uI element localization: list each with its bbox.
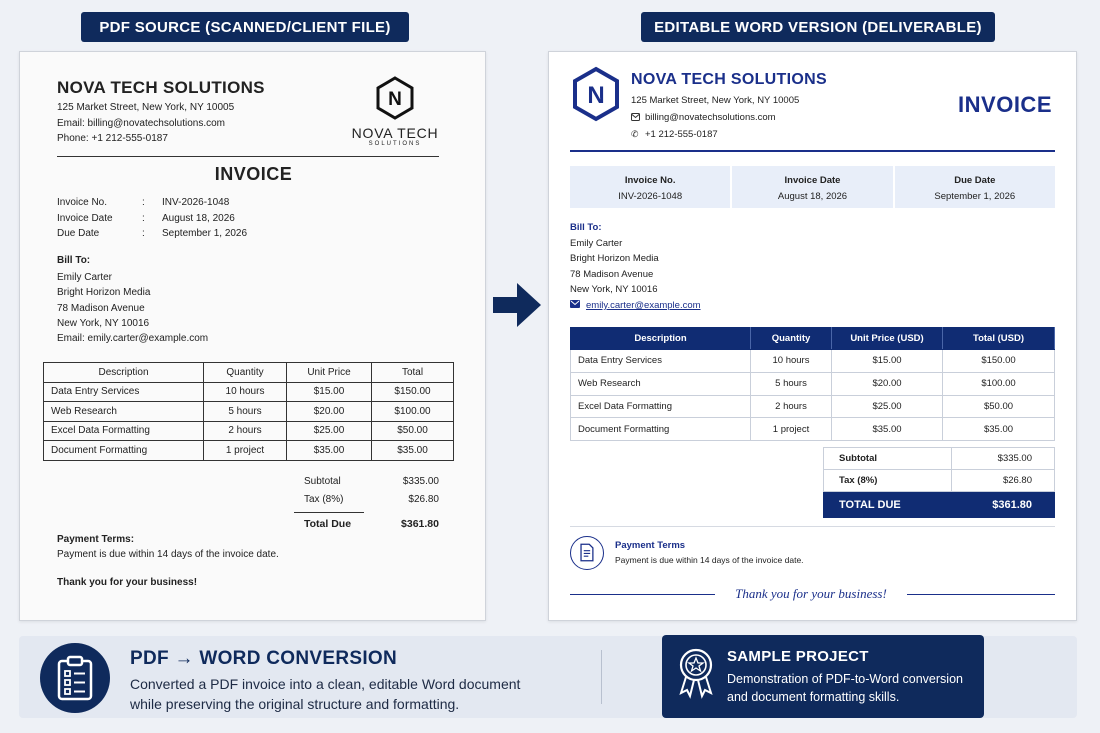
doc-address-text: 125 Market Street, New York, NY 10005 bbox=[631, 95, 800, 106]
pdf-bill-email: Email: emily.carter@example.com bbox=[57, 333, 209, 345]
pdf-cell: Data Entry Services bbox=[44, 382, 204, 402]
doc-meta-key: Invoice No. bbox=[624, 175, 676, 186]
pdf-company-email: Email: billing@novatechsolutions.com bbox=[57, 118, 226, 129]
doc-cell: Excel Data Formatting bbox=[571, 395, 751, 418]
pdf-header-rule bbox=[57, 156, 439, 157]
doc-payment-terms bbox=[615, 539, 804, 567]
right-arrow-icon bbox=[493, 283, 541, 327]
pdf-meta-value: August 18, 2026 bbox=[162, 212, 235, 224]
pdf-terms-label: Payment Terms: bbox=[57, 534, 135, 545]
doc-subtotal-label: Subtotal bbox=[824, 448, 952, 470]
doc-cell: 5 hours bbox=[751, 372, 832, 395]
pdf-tax-value: $26.80 bbox=[408, 493, 439, 505]
doc-company-name: NOVA TECH SOLUTIONS bbox=[631, 71, 827, 88]
doc-cell: 10 hours bbox=[751, 350, 832, 373]
clipboard-checklist-icon bbox=[40, 643, 110, 713]
pdf-cell: Document Formatting bbox=[44, 441, 204, 461]
doc-line-items-table bbox=[570, 327, 1055, 441]
pdf-meta-row bbox=[57, 195, 247, 211]
sample-line: and document formatting skills. bbox=[727, 690, 900, 704]
pdf-totals-divider bbox=[294, 512, 364, 513]
doc-bill-to bbox=[570, 220, 701, 314]
banner-title: PDF → WORD CONVERSION bbox=[130, 648, 398, 669]
banner-line: Converted a PDF invoice into a clean, editable Word document bbox=[130, 676, 521, 692]
doc-bill-company: Bright Horizon Media bbox=[570, 253, 659, 265]
pdf-cell: $25.00 bbox=[287, 421, 372, 441]
pdf-total-due-value: $361.80 bbox=[401, 517, 439, 530]
doc-meta-value: September 1, 2026 bbox=[934, 191, 1016, 202]
doc-bill-to-label: Bill To: bbox=[570, 222, 602, 233]
banner-divider bbox=[601, 650, 602, 704]
pdf-total-due-row bbox=[304, 515, 439, 533]
pdf-meta-key: Invoice No. bbox=[57, 197, 108, 209]
table-row bbox=[571, 350, 1055, 373]
pdf-cell: 10 hours bbox=[204, 382, 287, 402]
pdf-meta-value: September 1, 2026 bbox=[162, 228, 248, 240]
doc-cell: $15.00 bbox=[832, 350, 943, 373]
pdf-col-header: Description bbox=[44, 363, 204, 383]
table-row bbox=[44, 382, 454, 402]
pdf-cell: $50.00 bbox=[372, 421, 454, 441]
doc-meta-key: Due Date bbox=[954, 175, 996, 186]
pdf-bill-city: New York, NY 10016 bbox=[57, 317, 150, 329]
pdf-bill-to bbox=[57, 253, 208, 346]
doc-subtotal-value: $335.00 bbox=[951, 448, 1054, 470]
pdf-cell: Excel Data Formatting bbox=[44, 421, 204, 441]
doc-bill-city: New York, NY 10016 bbox=[570, 284, 658, 296]
pdf-terms-text: Payment is due within 14 days of the invoice date. bbox=[57, 549, 279, 560]
pdf-thanks: Thank you for your business! bbox=[57, 577, 198, 588]
pdf-totals bbox=[304, 473, 439, 533]
doc-total-due-value: $361.80 bbox=[951, 492, 1054, 518]
doc-thanks-rule bbox=[570, 594, 715, 595]
doc-col-header: Description bbox=[571, 328, 751, 350]
pdf-source-label: PDF SOURCE (SCANNED/CLIENT FILE) bbox=[81, 12, 409, 42]
doc-company-email bbox=[631, 112, 776, 123]
pdf-company-address: 125 Market Street, New York, NY 10005 bbox=[57, 102, 235, 113]
doc-col-header: Unit Price (USD) bbox=[832, 328, 943, 350]
doc-email-text: billing@novatechsolutions.com bbox=[645, 112, 776, 123]
doc-cell: Web Research bbox=[571, 372, 751, 395]
pdf-source-page bbox=[19, 51, 486, 621]
table-row bbox=[571, 395, 1055, 418]
doc-thanks: Thank you for your business! bbox=[735, 586, 887, 601]
doc-phone-text: +1 212-555-0187 bbox=[645, 129, 718, 140]
hexagon-n-logo-icon bbox=[375, 76, 415, 120]
doc-company-address bbox=[631, 95, 799, 106]
doc-cell: $150.00 bbox=[943, 350, 1055, 373]
pdf-payment-terms bbox=[57, 532, 279, 562]
award-ribbon-icon bbox=[676, 647, 716, 699]
doc-invoice-title: INVOICE bbox=[958, 92, 1052, 117]
pdf-logo-sub: SOLUTIONS bbox=[368, 141, 422, 147]
phone-icon: ✆ bbox=[631, 129, 639, 139]
sample-project-description bbox=[727, 670, 977, 706]
doc-col-header: Quantity bbox=[751, 328, 832, 350]
pdf-col-header: Unit Price bbox=[287, 363, 372, 383]
pdf-logo bbox=[350, 76, 440, 147]
table-row bbox=[44, 441, 454, 461]
pdf-subtotal-value: $335.00 bbox=[402, 476, 439, 488]
pdf-invoice-title: INVOICE bbox=[214, 164, 293, 184]
hexagon-n-logo-icon bbox=[571, 66, 621, 122]
pdf-bill-company: Bright Horizon Media bbox=[57, 287, 151, 299]
doc-tax-row bbox=[824, 470, 1055, 492]
envelope-icon bbox=[631, 113, 645, 123]
doc-meta-due-date bbox=[895, 166, 1055, 208]
sample-line: Demonstration of PDF-to-Word conversion bbox=[727, 672, 963, 686]
doc-meta-value: August 18, 2026 bbox=[777, 191, 848, 202]
doc-meta-invoice-no bbox=[570, 166, 730, 208]
pdf-cell: 5 hours bbox=[204, 402, 287, 422]
doc-meta-key: Invoice Date bbox=[784, 175, 841, 186]
pdf-bill-name: Emily Carter bbox=[57, 272, 113, 284]
doc-header-rule bbox=[570, 150, 1055, 152]
word-deliverable-page bbox=[548, 51, 1077, 621]
pdf-meta-key: Due Date bbox=[57, 228, 100, 240]
pdf-company-name: NOVA TECH SOLUTIONS bbox=[57, 78, 265, 97]
doc-company-phone bbox=[631, 129, 718, 140]
doc-cell: $100.00 bbox=[943, 372, 1055, 395]
pdf-cell: $35.00 bbox=[372, 441, 454, 461]
doc-terms-divider bbox=[570, 526, 1055, 527]
banner-description bbox=[130, 674, 560, 714]
doc-meta-invoice-date bbox=[732, 166, 892, 208]
pdf-bill-to-label: Bill To: bbox=[57, 255, 91, 266]
pdf-table-header-row bbox=[44, 363, 454, 383]
pdf-bill-street: 78 Madison Avenue bbox=[57, 302, 145, 314]
doc-terms-text: Payment is due within 14 days of the invoice date. bbox=[615, 555, 804, 565]
doc-bill-email-line bbox=[570, 298, 701, 314]
doc-logo-letter: N bbox=[587, 82, 605, 109]
sample-project-box bbox=[662, 635, 984, 718]
doc-cell: $25.00 bbox=[832, 395, 943, 418]
doc-cell: $20.00 bbox=[832, 372, 943, 395]
pdf-meta-key: Invoice Date bbox=[57, 212, 113, 224]
pdf-cell: 1 project bbox=[204, 441, 287, 461]
pdf-subtotal-label: Subtotal bbox=[304, 476, 341, 488]
doc-cell: 2 hours bbox=[751, 395, 832, 418]
word-version-label: EDITABLE WORD VERSION (DELIVERABLE) bbox=[641, 12, 995, 42]
doc-cell: $50.00 bbox=[943, 395, 1055, 418]
pdf-tax-row bbox=[304, 491, 439, 509]
pdf-cell: 2 hours bbox=[204, 421, 287, 441]
pdf-col-header: Total bbox=[372, 363, 454, 383]
doc-bill-name: Emily Carter bbox=[570, 237, 623, 249]
pdf-invoice-meta bbox=[57, 195, 247, 242]
doc-cell: $35.00 bbox=[832, 418, 943, 441]
pdf-cell: $20.00 bbox=[287, 402, 372, 422]
pdf-cell: $35.00 bbox=[287, 441, 372, 461]
pdf-cell: $15.00 bbox=[287, 382, 372, 402]
doc-cell: 1 project bbox=[751, 418, 832, 441]
pdf-company-phone: Phone: +1 212-555-0187 bbox=[57, 133, 168, 144]
pdf-cell: Web Research bbox=[44, 402, 204, 422]
envelope-icon bbox=[570, 298, 586, 314]
table-row bbox=[44, 421, 454, 441]
doc-cell: Document Formatting bbox=[571, 418, 751, 441]
pdf-total-due-label: Total Due bbox=[304, 517, 352, 530]
banner-line: while preserving the original structure and formatting. bbox=[130, 696, 460, 712]
pdf-cell: $150.00 bbox=[372, 382, 454, 402]
doc-tax-value: $26.80 bbox=[951, 470, 1054, 492]
doc-thanks-rule bbox=[907, 594, 1055, 595]
doc-bill-street: 78 Madison Avenue bbox=[570, 268, 654, 280]
doc-invoice-meta bbox=[570, 166, 1055, 208]
doc-tax-label: Tax (8%) bbox=[824, 470, 952, 492]
doc-cell: Data Entry Services bbox=[571, 350, 751, 373]
doc-table-header-row bbox=[571, 328, 1055, 350]
pdf-col-header: Quantity bbox=[204, 363, 287, 383]
doc-subtotal-row bbox=[824, 448, 1055, 470]
pdf-logo-letter: N bbox=[388, 89, 402, 110]
doc-meta-value: INV-2026-1048 bbox=[618, 191, 683, 202]
doc-bill-email-link[interactable]: emily.carter@example.com bbox=[586, 299, 701, 311]
doc-col-header: Total (USD) bbox=[943, 328, 1055, 350]
pdf-meta-row bbox=[57, 211, 247, 227]
conversion-banner bbox=[19, 636, 1077, 718]
doc-total-due-row bbox=[824, 492, 1055, 518]
table-row bbox=[571, 418, 1055, 441]
pdf-meta-colon: : bbox=[142, 197, 145, 209]
doc-cell: $35.00 bbox=[943, 418, 1055, 441]
doc-totals-table bbox=[823, 447, 1055, 518]
pdf-meta-colon: : bbox=[142, 212, 145, 224]
doc-terms-label: Payment Terms bbox=[615, 540, 686, 551]
table-row bbox=[44, 402, 454, 422]
pdf-logo-name: NOVA TECH bbox=[351, 125, 439, 141]
pdf-subtotal-row bbox=[304, 473, 439, 491]
document-icon bbox=[570, 536, 604, 570]
pdf-line-items-table bbox=[43, 362, 454, 461]
sample-project-title: SAMPLE PROJECT bbox=[727, 648, 869, 665]
table-row bbox=[571, 372, 1055, 395]
pdf-tax-label: Tax (8%) bbox=[304, 493, 344, 505]
pdf-meta-value: INV-2026-1048 bbox=[162, 197, 230, 209]
pdf-meta-colon: : bbox=[142, 228, 145, 240]
doc-total-due-label: TOTAL DUE bbox=[824, 492, 952, 518]
pdf-cell: $100.00 bbox=[372, 402, 454, 422]
pdf-meta-row bbox=[57, 226, 247, 242]
